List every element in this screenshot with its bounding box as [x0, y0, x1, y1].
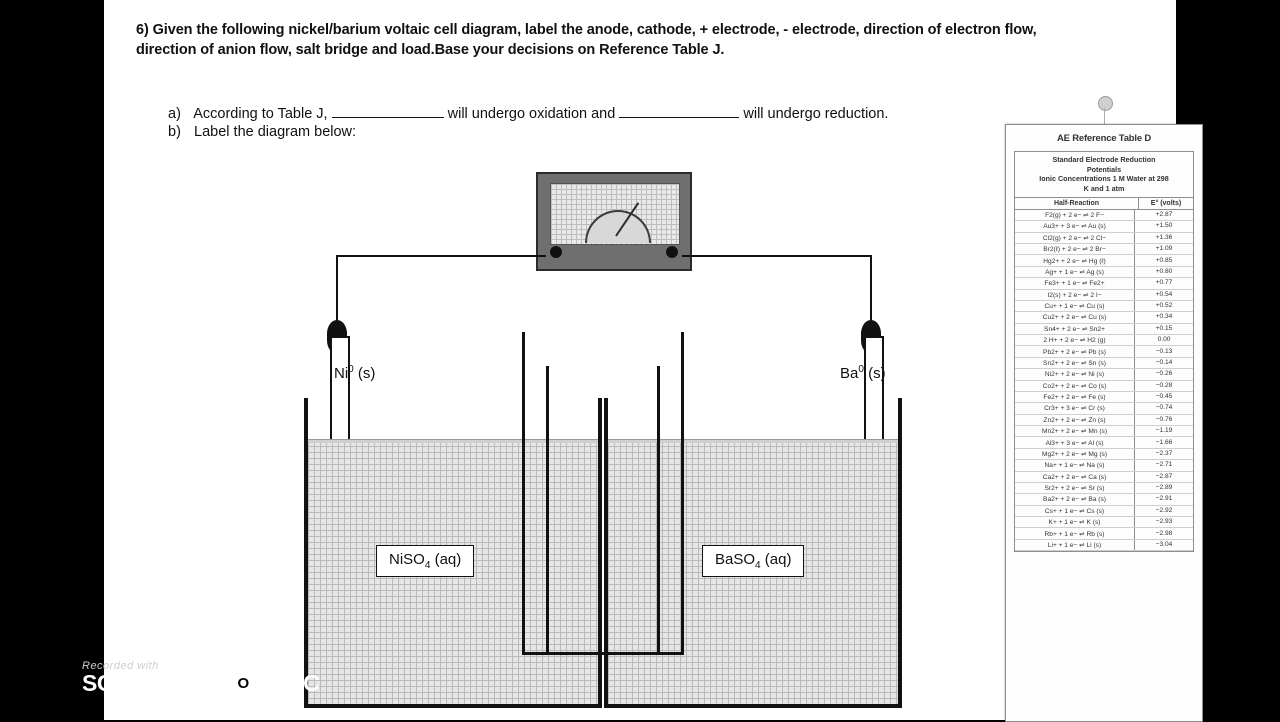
cell-potential: +0.52	[1155, 302, 1173, 310]
table-row	[1015, 540, 1193, 551]
cell-potential: +0.34	[1155, 313, 1173, 321]
question-part-b	[168, 124, 768, 140]
table-row	[1015, 255, 1193, 266]
voltmeter-terminal-left	[550, 246, 562, 258]
cell-half-reaction: Cs+ + 1 e− ⇌ Cs (s)	[1015, 506, 1135, 516]
cell-half-reaction: Mg2+ + 2 e− ⇌ Mg (s)	[1015, 449, 1135, 459]
table-row	[1015, 528, 1193, 539]
cell-potential: +0.54	[1155, 290, 1173, 298]
cell-half-reaction: Fe2+ + 2 e− ⇌ Fe (s)	[1015, 392, 1135, 402]
cell-half-reaction: Sn4+ + 2 e− ⇌ Sn2+	[1015, 324, 1135, 334]
cell-potential: +2.87	[1155, 211, 1173, 219]
cell-half-reaction: K+ + 1 e− ⇌ K (s)	[1015, 517, 1135, 527]
question-text: 6) Given the following nickel/barium voltaic cell diagram, label the anode, cathode, + electrode, - electrode, direction of electron flow, direction of anion flow, salt bridge and load.Base your decisions on Reference Table J.	[136, 22, 1037, 58]
cell-half-reaction: Ca2+ + 2 e− ⇌ Ca (s)	[1015, 472, 1135, 482]
cell-potential: +1.09	[1155, 245, 1173, 253]
cell-half-reaction: Cu2+ + 2 e− ⇌ Cu (s)	[1015, 312, 1135, 322]
part-a-label: a)	[168, 106, 181, 122]
cell-half-reaction: Cl2(g) + 2 e− ⇌ 2 Cl−	[1015, 233, 1135, 243]
reference-table-header	[1015, 152, 1193, 198]
cell-half-reaction: Cu+ + 1 e− ⇌ Cu (s)	[1015, 301, 1135, 311]
table-row	[1015, 244, 1193, 255]
cell-half-reaction: Sn2+ + 2 e− ⇌ Sn (s)	[1015, 358, 1135, 368]
screencast-watermark	[82, 660, 320, 714]
solution-label-left: NiSO$_4$ (aq)	[376, 545, 474, 577]
table-row	[1015, 346, 1193, 357]
table-row	[1015, 506, 1193, 517]
cell-half-reaction: Co2+ + 2 e− ⇌ Co (s)	[1015, 381, 1135, 391]
cell-potential: +0.15	[1155, 324, 1173, 332]
part-a-text-3: will undergo reduction.	[743, 106, 889, 122]
table-row	[1015, 472, 1193, 483]
table-row	[1015, 392, 1193, 403]
cell-potential: −0.76	[1155, 415, 1173, 423]
cell-potential: −1.66	[1155, 438, 1173, 446]
reference-table-header-line4: K and 1 atm	[1083, 184, 1125, 194]
cell-half-reaction: Fe3+ + 1 e− ⇌ Fe2+	[1015, 278, 1135, 288]
watermark-brand-2: MATIC	[250, 670, 320, 696]
table-row	[1015, 403, 1193, 414]
cell-half-reaction: Au3+ + 3 e− ⇌ Au (s)	[1015, 221, 1135, 231]
table-row	[1015, 381, 1193, 392]
pin-icon	[1098, 96, 1113, 111]
reference-table-header-line1: Standard Electrode Reduction	[1052, 155, 1156, 164]
cell-potential: +0.77	[1155, 279, 1173, 287]
table-row	[1015, 415, 1193, 426]
reference-table-rows	[1015, 210, 1193, 551]
cell-potential: +0.85	[1155, 256, 1173, 264]
part-a-text-1: According to Table J,	[193, 106, 328, 122]
cell-potential: −0.13	[1155, 347, 1173, 355]
table-row	[1015, 312, 1193, 323]
voltmeter-face	[550, 183, 680, 245]
table-row	[1015, 290, 1193, 301]
reference-table-column-headers	[1015, 198, 1193, 210]
cell-potential: −2.87	[1155, 472, 1173, 480]
column-header-potential: E° (volts)	[1150, 199, 1182, 207]
electrode-label-barium: Ba$^0$ (s)	[840, 364, 886, 382]
cell-half-reaction: Mn2+ + 2 e− ⇌ Mn (s)	[1015, 426, 1135, 436]
cell-potential: −0.45	[1155, 393, 1173, 401]
voltmeter	[536, 172, 692, 271]
cell-potential: −0.26	[1155, 370, 1173, 378]
cell-half-reaction: Ba2+ + 2 e− ⇌ Ba (s)	[1015, 494, 1135, 504]
table-row	[1015, 483, 1193, 494]
reference-table-title: AE Reference Table D	[1056, 133, 1152, 144]
cell-potential: −2.89	[1155, 484, 1173, 492]
cell-potential: −2.91	[1155, 495, 1173, 503]
wire-right-horizontal	[682, 255, 872, 257]
part-a-text-2: will undergo oxidation and	[447, 106, 616, 122]
table-row	[1015, 517, 1193, 528]
cell-half-reaction: Al3+ + 3 e− ⇌ Al (s)	[1015, 437, 1135, 447]
cell-potential: −2.37	[1155, 449, 1173, 457]
watermark-brand-o: O	[237, 673, 248, 695]
blank-oxidation[interactable]	[332, 103, 444, 118]
cell-half-reaction: I2(s) + 2 e− ⇌ 2 I−	[1015, 290, 1135, 300]
cell-potential: −0.74	[1155, 404, 1173, 412]
reference-table-box	[1014, 151, 1194, 552]
table-row	[1015, 267, 1193, 278]
table-row	[1015, 210, 1193, 221]
voltmeter-scale-arc	[585, 210, 651, 243]
cell-half-reaction: 2 H+ + 2 e− ⇌ H2 (g)	[1015, 335, 1135, 345]
wire-right-vertical	[870, 255, 872, 330]
cell-half-reaction: F2(g) + 2 e− ⇌ 2 F−	[1015, 210, 1135, 220]
salt-bridge-inner	[546, 366, 660, 655]
watermark-brand-1: SCREENCAST	[82, 670, 236, 696]
table-row	[1015, 369, 1193, 380]
cell-potential: −0.14	[1155, 358, 1173, 366]
watermark-recorded-with: Recorded with	[82, 660, 159, 672]
table-row	[1015, 324, 1193, 335]
wire-left-horizontal	[336, 255, 546, 257]
cell-half-reaction: Hg2+ + 2 e− ⇌ Hg (ℓ)	[1015, 255, 1135, 265]
table-row	[1015, 301, 1193, 312]
cell-half-reaction: Zn2+ + 2 e− ⇌ Zn (s)	[1015, 415, 1135, 425]
cell-potential: −2.98	[1155, 529, 1173, 537]
cell-half-reaction: Cr3+ + 3 e− ⇌ Cr (s)	[1015, 403, 1135, 413]
table-row	[1015, 221, 1193, 232]
cell-potential: −1.19	[1155, 427, 1173, 435]
cell-half-reaction: Rb+ + 1 e− ⇌ Rb (s)	[1015, 528, 1135, 538]
cell-potential: −2.71	[1155, 461, 1173, 469]
voltmeter-terminal-right	[666, 246, 678, 258]
cell-half-reaction: Br2(ℓ) + 2 e− ⇌ 2 Br−	[1015, 244, 1135, 254]
cell-potential: −3.04	[1155, 540, 1173, 548]
voltaic-cell-diagram	[104, 150, 1104, 720]
cell-half-reaction: Sr2+ + 2 e− ⇌ Sr (s)	[1015, 483, 1135, 493]
table-row	[1015, 278, 1193, 289]
table-row	[1015, 358, 1193, 369]
blank-reduction[interactable]	[619, 103, 739, 118]
question-part-a	[168, 103, 1048, 122]
cell-half-reaction: Ag+ + 1 e− ⇌ Ag (s)	[1015, 267, 1135, 277]
table-row	[1015, 437, 1193, 448]
cell-potential: −2.93	[1155, 518, 1173, 526]
table-row	[1015, 335, 1193, 346]
cell-potential: −2.92	[1155, 506, 1173, 514]
cell-potential: −0.28	[1155, 381, 1173, 389]
table-row	[1015, 426, 1193, 437]
part-b-label: b)	[168, 124, 181, 140]
column-header-half-reaction: Half-Reaction	[1015, 198, 1139, 209]
cell-potential: +1.36	[1155, 233, 1173, 241]
cell-half-reaction: Na+ + 1 e− ⇌ Na (s)	[1015, 460, 1135, 470]
electrode-label-nickel: Ni$^0$ (s)	[334, 364, 376, 382]
reference-table-header-line3: Ionic Concentrations 1 M Water at 298	[1039, 174, 1169, 184]
cell-potential: 0.00	[1157, 336, 1171, 344]
cell-potential: +0.80	[1155, 267, 1173, 275]
cell-potential: +1.50	[1155, 222, 1173, 230]
table-row	[1015, 494, 1193, 505]
part-b-text: Label the diagram below:	[194, 124, 357, 140]
reference-table-header-line2: Potentials	[1086, 164, 1122, 174]
watermark-brand	[82, 670, 320, 696]
cell-half-reaction: Ni2+ + 2 e− ⇌ Ni (s)	[1015, 369, 1135, 379]
table-row	[1015, 449, 1193, 460]
cell-half-reaction: Li+ + 1 e− ⇌ Li (s)	[1015, 540, 1135, 550]
table-row	[1015, 233, 1193, 244]
cell-half-reaction: Pb2+ + 2 e− ⇌ Pb (s)	[1015, 346, 1135, 356]
wire-left-vertical	[336, 255, 338, 330]
table-row	[1015, 460, 1193, 471]
solution-label-right: BaSO$_4$ (aq)	[702, 545, 804, 577]
reference-table-panel	[1005, 124, 1203, 722]
